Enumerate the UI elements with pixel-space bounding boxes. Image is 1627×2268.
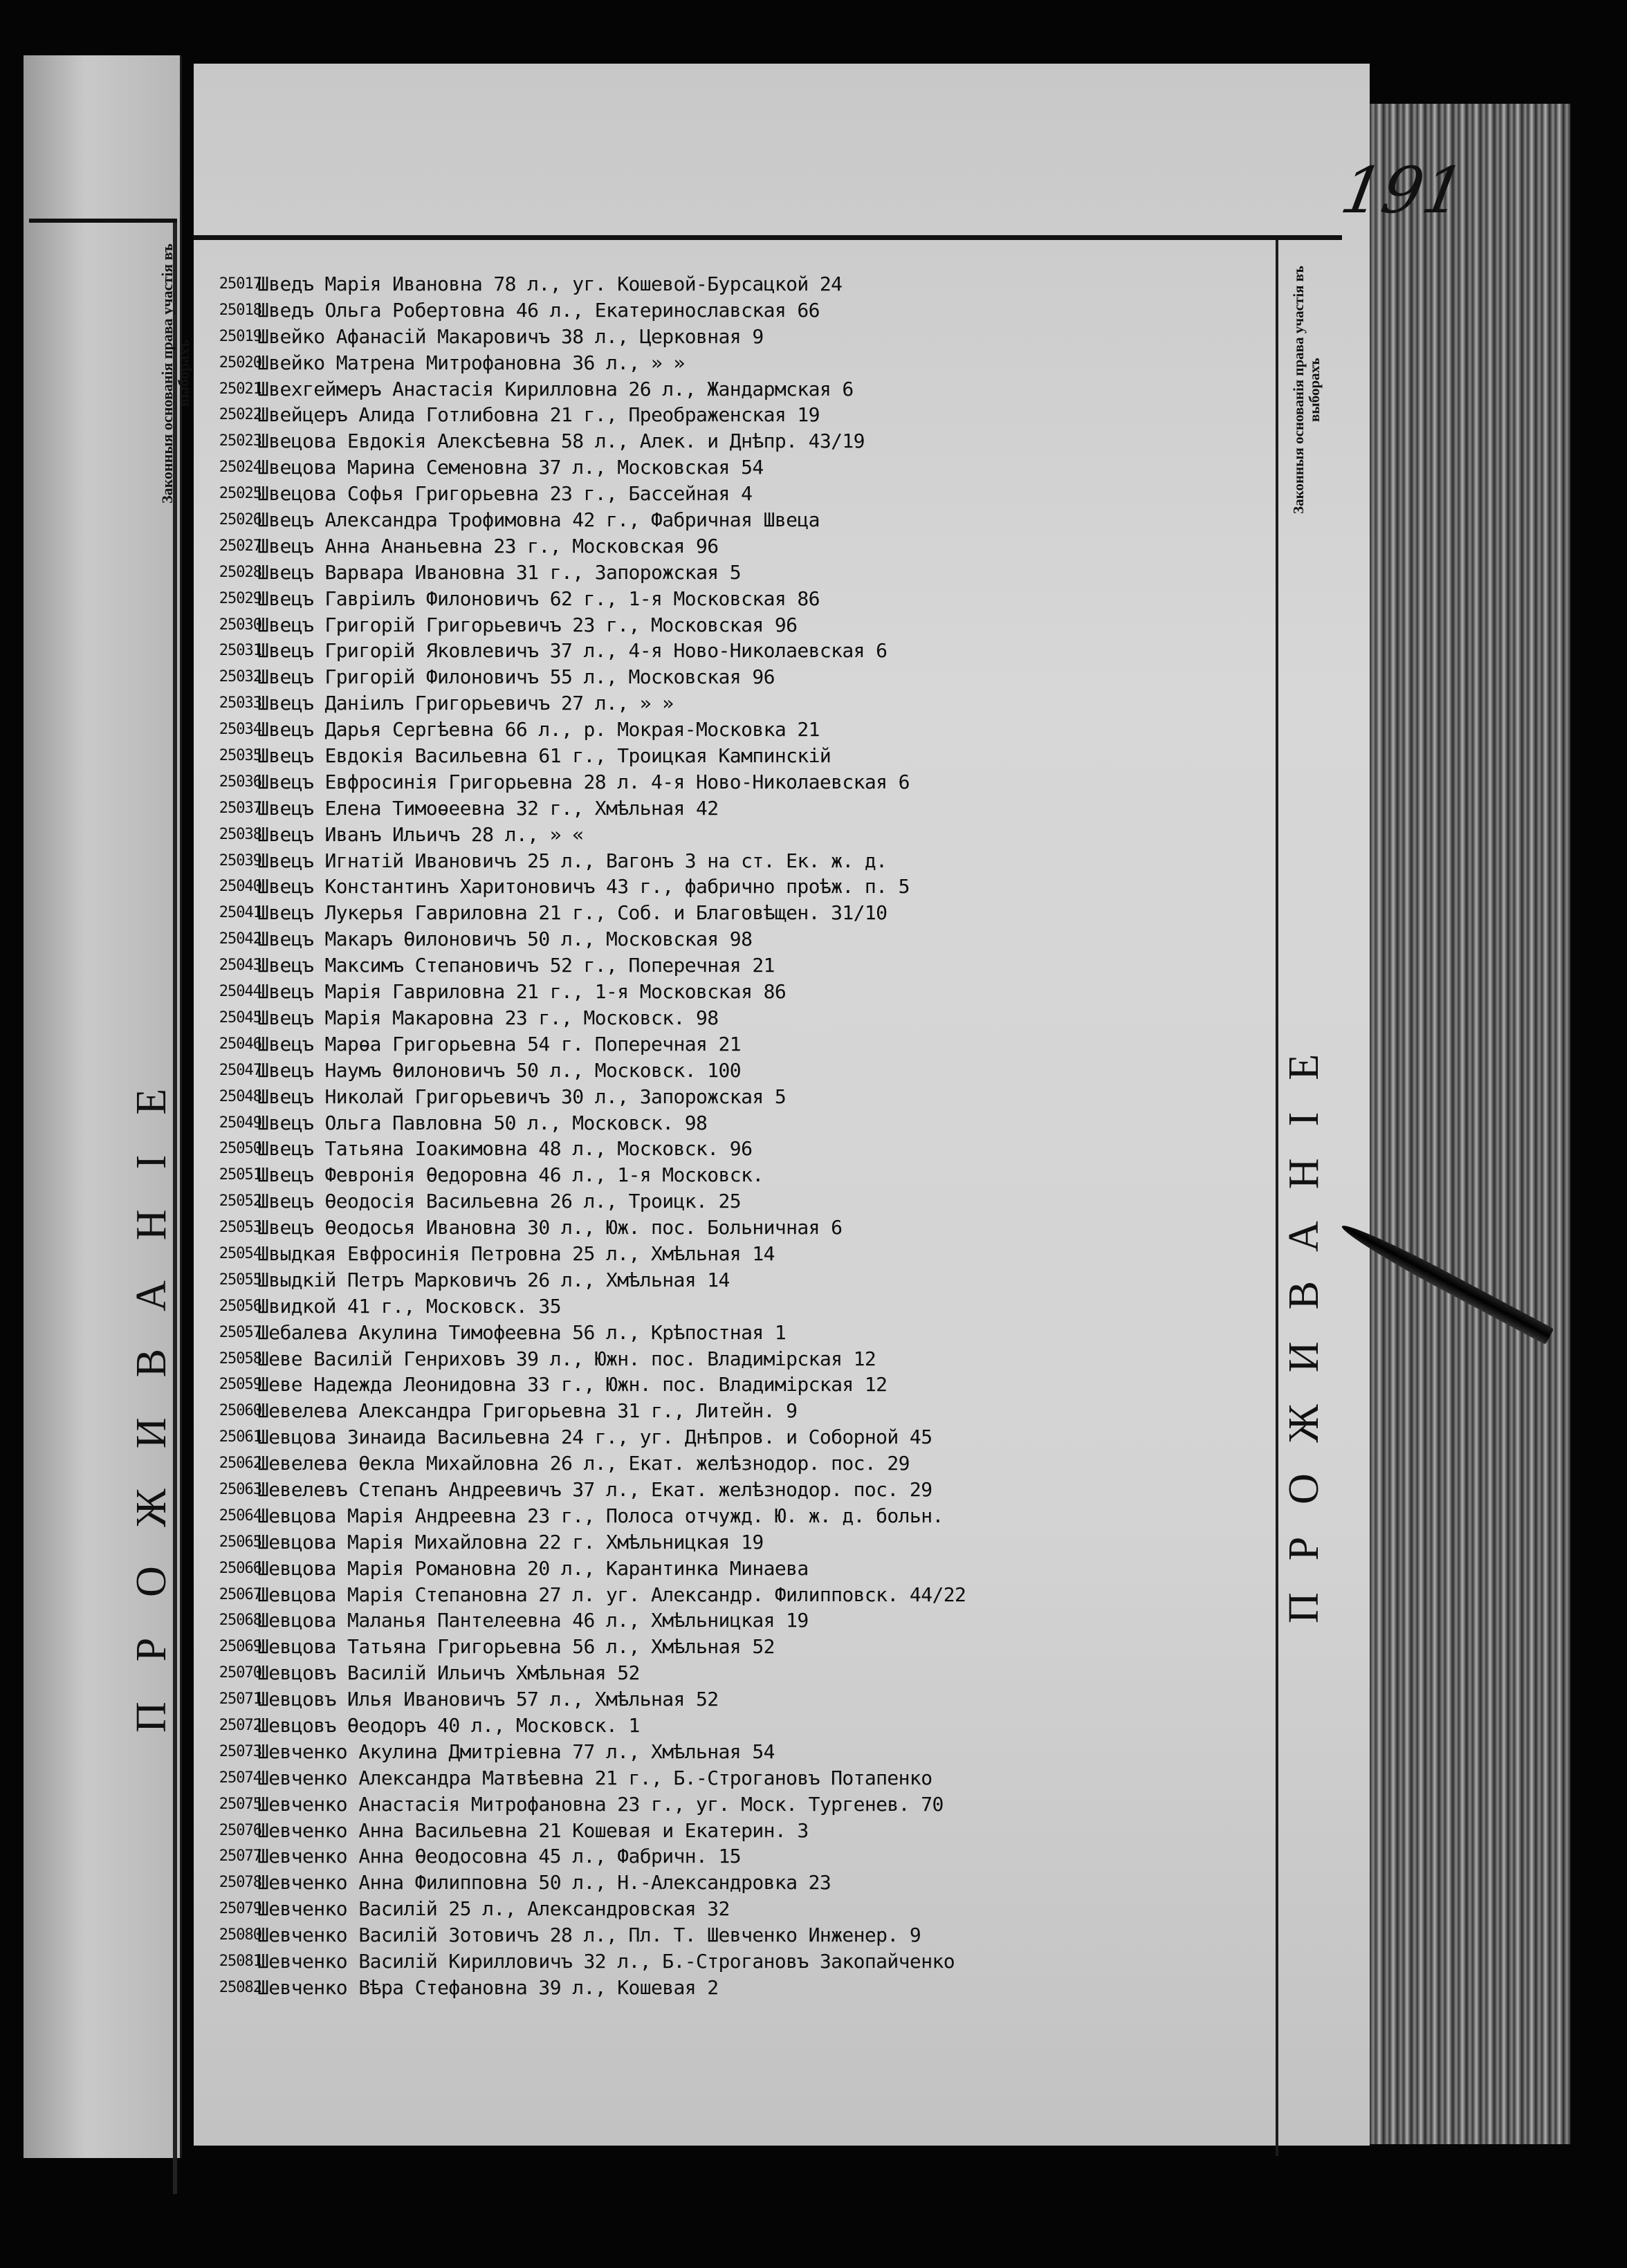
register-row — [194, 1582, 1273, 1608]
row-number: 25025 — [219, 485, 261, 503]
register-row — [194, 1948, 1273, 1975]
row-entry: Шевцова Марія Степановна 27 л. уг. Александр. Филипповск. 44/22 — [257, 1583, 966, 1606]
row-number: 25039 — [219, 851, 261, 869]
row-number: 25021 — [219, 380, 261, 398]
row-entry: Швехгеймеръ Анастасія Кирилловна 26 л., Жандармская 6 — [257, 377, 854, 400]
register-row — [194, 560, 1273, 586]
row-number: 25019 — [219, 327, 261, 345]
row-entry: Швецъ Дарья Сергѣевна 66 л., р. Мокрая-Московка 21 — [257, 718, 820, 741]
register-row — [194, 428, 1273, 454]
row-number: 25077 — [219, 1847, 261, 1865]
register-page — [194, 64, 1471, 2146]
row-number: 25062 — [219, 1455, 261, 1473]
left-top-rule — [29, 219, 177, 223]
row-entry: Швидкой 41 г., Московск. 35 — [257, 1294, 561, 1318]
row-number: 25040 — [219, 878, 261, 896]
row-entry: Швецъ Наумъ Ѳилоновичъ 50 л., Московск. 100 — [257, 1058, 742, 1082]
register-row — [194, 1372, 1273, 1398]
register-row — [194, 952, 1273, 979]
row-number: 25058 — [219, 1349, 261, 1367]
row-entry: Швыдкая Евфросинія Петровна 25 л., Хмѣльная 14 — [257, 1242, 775, 1265]
row-number: 25076 — [219, 1821, 261, 1839]
register-row — [194, 1818, 1273, 1844]
row-number: 25056 — [219, 1297, 261, 1315]
register-row — [194, 1686, 1273, 1713]
register-row — [194, 507, 1273, 533]
row-entry: Швецъ Николай Григорьевичъ 30 л., Запорожская 5 — [257, 1085, 787, 1108]
register-row — [194, 717, 1273, 743]
left-column-header: Законныя основанія права участія въ выборахъ — [158, 243, 193, 504]
register-row — [194, 1660, 1273, 1686]
row-entry: Швецъ Григорій Филоновичъ 55 л., Московская 96 — [257, 665, 775, 689]
row-number: 25033 — [219, 694, 261, 712]
register-row — [194, 743, 1273, 769]
register-row — [194, 1398, 1273, 1424]
row-number: 25057 — [219, 1323, 261, 1341]
row-entry: Шевелева Александра Григорьевна 31 г., Литейн. 9 — [257, 1399, 798, 1423]
register-row — [194, 690, 1273, 717]
row-entry: Швецъ Евфросинія Григорьевна 28 л. 4-я Ново-Николаевская 6 — [257, 770, 910, 793]
register-row — [194, 1424, 1273, 1450]
row-number: 25078 — [219, 1874, 261, 1892]
register-row — [194, 795, 1273, 822]
row-entry: Шевцова Марія Андреевна 23 г., Полоса отчужд. Ю. ж. д. больн. — [257, 1504, 944, 1527]
register-row — [194, 874, 1273, 900]
row-number: 25020 — [219, 353, 261, 371]
row-number: 25081 — [219, 1953, 261, 1970]
row-entry: Швейко Афанасій Макаровичъ 38 л., Церковная 9 — [257, 324, 764, 348]
row-entry: Шведъ Ольга Робертовна 46 л., Екатеринославская 66 — [257, 298, 820, 322]
row-number: 25065 — [219, 1533, 261, 1551]
register-entries — [194, 271, 1273, 2001]
register-row — [194, 1791, 1273, 1818]
row-entry: Шебалева Акулина Тимофеевна 56 л., Крѣпостная 1 — [257, 1320, 787, 1344]
row-entry: Швецова Марина Семеновна 37 л., Московская 54 — [257, 456, 764, 479]
row-number: 25023 — [219, 432, 261, 450]
row-entry: Шевелева Ѳекла Михайловна 26 л., Екат. желѣзнодор. пос. 29 — [257, 1452, 910, 1475]
register-row — [194, 1320, 1273, 1346]
register-row — [194, 1293, 1273, 1320]
row-entry: Швецъ Григорій Григорьевичъ 23 г., Московская 96 — [257, 613, 798, 636]
row-entry: Шевченко Акулина Дмитріевна 77 л., Хмѣльная 54 — [257, 1740, 775, 1763]
row-number: 25073 — [219, 1742, 261, 1760]
register-row — [194, 1188, 1273, 1215]
left-page-fragment — [24, 55, 193, 2158]
register-row — [194, 1922, 1273, 1948]
row-entry: Швецъ Макаръ Ѳилоновичъ 50 л., Московская 98 — [257, 928, 753, 951]
row-entry: Швецова Софья Григорьевна 23 г., Бассейная 4 — [257, 482, 753, 506]
register-row — [194, 1215, 1273, 1241]
row-number: 25037 — [219, 799, 261, 817]
row-number: 25049 — [219, 1114, 261, 1132]
row-entry: Швецъ Игнатій Ивановичъ 25 л., Вагонъ 3 на ст. Ек. ж. д. — [257, 849, 888, 872]
row-entry: Швейцеръ Алида Готлибовна 21 г., Преображенская 19 — [257, 403, 820, 427]
register-row — [194, 1713, 1273, 1739]
register-row — [194, 324, 1273, 350]
row-number: 25075 — [219, 1795, 261, 1813]
row-number: 25054 — [219, 1244, 261, 1262]
register-row — [194, 1450, 1273, 1477]
row-number: 25047 — [219, 1061, 261, 1079]
register-row — [194, 533, 1273, 560]
row-number: 25059 — [219, 1376, 261, 1394]
right-column-title: ПРОЖИВАНІЕ — [1280, 1022, 1327, 1623]
register-row — [194, 664, 1273, 690]
row-number: 25045 — [219, 1008, 261, 1026]
row-entry: Швейко Матрена Митрофановна 36 л., » » — [257, 351, 685, 374]
row-entry: Швецъ Ѳеодосья Ивановна 30 л., Юж. пос. Больничная 6 — [257, 1216, 843, 1239]
page-number: 191 — [1335, 154, 1471, 228]
row-number: 25080 — [219, 1926, 261, 1944]
register-row — [194, 1267, 1273, 1293]
row-entry: Швецъ Даніилъ Григорьевичъ 27 л., » » — [257, 692, 674, 715]
row-number: 25072 — [219, 1716, 261, 1734]
register-row — [194, 1241, 1273, 1267]
row-entry: Швыдкій Петръ Марковичъ 26 л., Хмѣльная 14 — [257, 1268, 730, 1291]
row-number: 25032 — [219, 668, 261, 686]
row-entry: Шевцова Марія Романовна 20 л., Карантинка Минаева — [257, 1556, 809, 1580]
left-column-title: ПРОЖИВАНІЕ — [128, 1048, 175, 1733]
row-entry: Швецъ Марія Гавриловна 21 г., 1-я Московская 86 — [257, 980, 787, 1004]
row-entry: Швецъ Елена Тимоѳеевна 32 г., Хмѣльная 42 — [257, 796, 719, 820]
row-entry: Шевченко Василій Кирилловичъ 32 л., Б.-Строгановъ Закопайченко — [257, 1950, 955, 1973]
row-number: 25024 — [219, 459, 261, 477]
row-entry: Швецъ Татьяна Іоакимовна 48 л., Московск. 96 — [257, 1137, 753, 1161]
row-number: 25042 — [219, 930, 261, 948]
row-number: 25029 — [219, 589, 261, 607]
row-entry: Шевцова Маланья Пантелеевна 46 л., Хмѣльницкая 19 — [257, 1609, 809, 1632]
register-row — [194, 926, 1273, 952]
row-entry: Шевченко Александра Матвѣевна 21 г., Б.-Строгановъ Потапенко — [257, 1766, 932, 1789]
row-number: 25035 — [219, 747, 261, 765]
row-entry: Швецъ Ѳеодосія Васильевна 26 л., Троицк. 25 — [257, 1190, 742, 1213]
register-row — [194, 1634, 1273, 1660]
column-rule — [1276, 240, 1278, 2156]
register-row — [194, 1975, 1273, 2001]
row-entry: Шевцовъ Ѳеодоръ 40 л., Московск. 1 — [257, 1713, 640, 1737]
row-entry: Шевцовъ Василій Ильичъ Хмѣльная 52 — [257, 1661, 640, 1685]
row-number: 25026 — [219, 511, 261, 529]
register-row — [194, 1896, 1273, 1922]
register-row — [194, 848, 1273, 874]
row-entry: Швецъ Варвара Ивановна 31 г., Запорожская 5 — [257, 560, 742, 584]
register-row — [194, 1765, 1273, 1791]
row-number: 25061 — [219, 1428, 261, 1446]
row-number: 25060 — [219, 1402, 261, 1420]
row-number: 25069 — [219, 1638, 261, 1656]
top-rule — [194, 235, 1342, 240]
row-entry: Швецъ Иванъ Ильичъ 28 л., » « — [257, 822, 584, 846]
row-entry: Шевченко Вѣра Стефановна 39 л., Кошевая 2 — [257, 1975, 719, 1999]
row-number: 25038 — [219, 825, 261, 843]
register-row — [194, 1162, 1273, 1188]
register-row — [194, 979, 1273, 1005]
register-row — [194, 271, 1273, 297]
register-row — [194, 586, 1273, 612]
row-number: 25063 — [219, 1480, 261, 1498]
row-number: 25036 — [219, 773, 261, 791]
register-row — [194, 481, 1273, 507]
row-number: 25055 — [219, 1271, 261, 1289]
row-number: 25051 — [219, 1166, 261, 1184]
row-number: 25022 — [219, 406, 261, 424]
row-number: 25041 — [219, 904, 261, 922]
row-number: 25067 — [219, 1585, 261, 1603]
row-entry: Швецъ Гавріилъ Филоновичъ 62 г., 1-я Московская 86 — [257, 587, 820, 610]
row-number: 25034 — [219, 721, 261, 739]
register-row — [194, 350, 1273, 376]
row-number: 25070 — [219, 1664, 261, 1682]
register-row — [194, 402, 1273, 428]
row-number: 25068 — [219, 1612, 261, 1630]
register-row — [194, 822, 1273, 848]
row-entry: Шведъ Марія Ивановна 78 л., уг. Кошевой-Бурсацкой 24 — [257, 273, 843, 295]
row-entry: Шевцова Татьяна Григорьевна 56 л., Хмѣльная 52 — [257, 1635, 775, 1659]
register-row — [194, 769, 1273, 795]
register-row — [194, 376, 1273, 403]
row-number: 25028 — [219, 563, 261, 581]
row-entry: Шеве Надежда Леонидовна 33 г., Южн. пос. Владимірская 12 — [257, 1373, 888, 1396]
register-row — [194, 1005, 1273, 1031]
register-row — [194, 1058, 1273, 1084]
register-row — [194, 900, 1273, 926]
row-entry: Швецъ Александра Трофимовна 42 г., Фабричная Швеца — [257, 508, 820, 532]
row-number: 25074 — [219, 1769, 261, 1787]
row-entry: Шевцовъ Илья Ивановичъ 57 л., Хмѣльная 52 — [257, 1688, 719, 1711]
row-entry: Шевцова Марія Михайловна 22 г. Хмѣльницкая 19 — [257, 1530, 764, 1554]
register-row — [194, 1110, 1273, 1136]
row-entry: Шевченко Анна Васильевна 21 Кошевая и Екатерин. 3 — [257, 1818, 809, 1842]
row-entry: Шевченко Анастасія Митрофановна 23 г., уг. Моск. Тургенев. 70 — [257, 1792, 944, 1816]
row-number: 25031 — [219, 642, 261, 660]
right-column-header: Законныя основанія права участія въ выборахъ — [1290, 266, 1323, 515]
register-row — [194, 612, 1273, 638]
register-row — [194, 1607, 1273, 1634]
row-entry: Швецова Евдокія Алексѣевна 58 л., Алек. и Днѣпр. 43/19 — [257, 430, 865, 453]
row-number: 25064 — [219, 1506, 261, 1524]
row-number: 25066 — [219, 1559, 261, 1577]
row-entry: Швецъ Анна Ананьевна 23 г., Московская 96 — [257, 534, 719, 557]
row-number: 25071 — [219, 1690, 261, 1708]
register-row — [194, 638, 1273, 664]
row-number: 25048 — [219, 1087, 261, 1105]
register-row — [194, 1870, 1273, 1896]
row-entry: Шевченко Анна Ѳеодосовна 45 л., Фабричн. 15 — [257, 1845, 742, 1868]
row-number: 25044 — [219, 983, 261, 1001]
row-number: 25017 — [219, 275, 261, 293]
register-row — [194, 1739, 1273, 1765]
register-row — [194, 297, 1273, 324]
row-number: 25082 — [219, 1978, 261, 1996]
register-row — [194, 1136, 1273, 1162]
row-number: 25043 — [219, 957, 261, 975]
register-row — [194, 1031, 1273, 1058]
row-entry: Швецъ Марѳа Григорьевна 54 г. Поперечная 21 — [257, 1032, 742, 1055]
register-row — [194, 1477, 1273, 1503]
row-entry: Швецъ Максимъ Степановичъ 52 г., Поперечная 21 — [257, 954, 775, 977]
row-number: 25052 — [219, 1192, 261, 1210]
register-row — [194, 1084, 1273, 1110]
row-number: 25030 — [219, 616, 261, 634]
row-entry: Шевченко Василій Зотовичъ 28 л., Пл. Т. Шевченко Инженер. 9 — [257, 1924, 921, 1947]
row-entry: Швецъ Лукерья Гавриловна 21 г., Соб. и Благовѣщен. 31/10 — [257, 901, 888, 925]
row-entry: Шевелевъ Степанъ Андреевичъ 37 л., Екат. желѣзнодор. пос. 29 — [257, 1477, 932, 1501]
row-entry: Шеве Василій Генриховъ 39 л., Южн. пос. Владимірская 12 — [257, 1347, 876, 1370]
register-row — [194, 1843, 1273, 1870]
row-entry: Швецъ Григорій Яковлевичъ 37 л., 4-я Ново-Николаевская 6 — [257, 639, 888, 663]
page-edges — [1370, 104, 1570, 2144]
row-number: 25027 — [219, 537, 261, 555]
register-row — [194, 1529, 1273, 1556]
row-number: 25050 — [219, 1140, 261, 1158]
row-entry: Шевцова Зинаида Васильевна 24 г., уг. Днѣпров. и Соборной 45 — [257, 1426, 932, 1449]
register-row — [194, 1503, 1273, 1529]
row-entry: Шевченко Анна Филипповна 50 л., Н.-Александровка 23 — [257, 1871, 831, 1894]
row-entry: Швецъ Евдокія Васильевна 61 г., Троицкая Кампинскій — [257, 744, 831, 768]
register-row — [194, 454, 1273, 481]
row-entry: Швецъ Марія Макаровна 23 г., Московск. 98 — [257, 1006, 719, 1029]
row-number: 25053 — [219, 1219, 261, 1237]
row-number: 25046 — [219, 1035, 261, 1053]
row-number: 25018 — [219, 301, 261, 319]
register-row — [194, 1346, 1273, 1372]
row-entry: Швецъ Константинъ Харитоновичъ 43 г., фабрично проѣж. п. 5 — [257, 875, 910, 898]
row-entry: Швецъ Февронія Ѳедоровна 46 л., 1-я Московск. — [257, 1163, 764, 1187]
row-entry: Шевченко Василій 25 л., Александровская 32 — [257, 1897, 730, 1921]
register-row — [194, 1556, 1273, 1582]
row-number: 25079 — [219, 1900, 261, 1918]
row-entry: Швецъ Ольга Павловна 50 л., Московск. 98 — [257, 1111, 708, 1134]
